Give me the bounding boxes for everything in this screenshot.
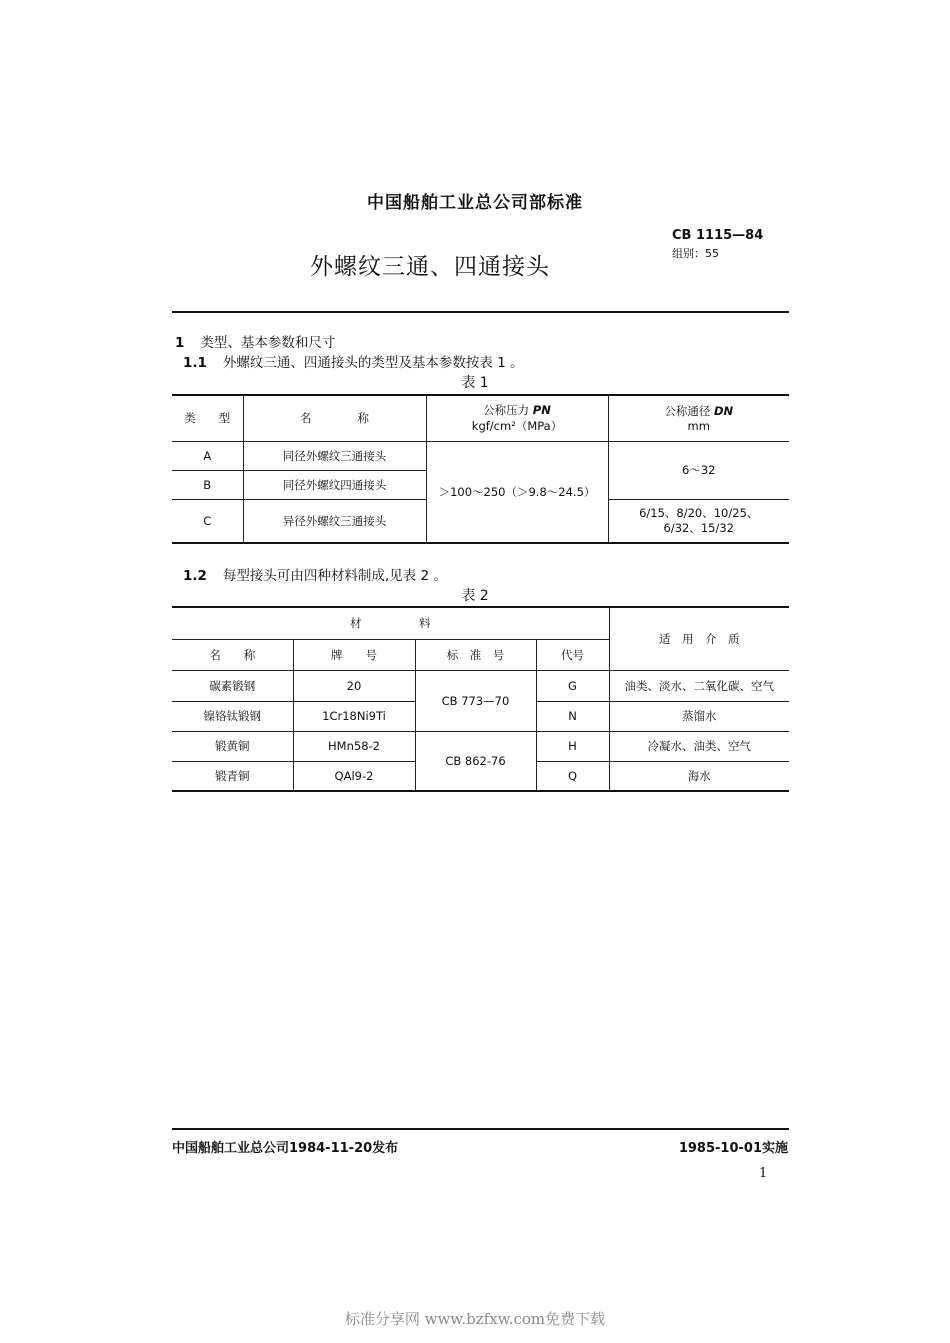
grade-cell: HMn58-2 xyxy=(293,731,415,761)
type-cell: B xyxy=(172,470,243,499)
header-grade: 牌 号 xyxy=(293,639,415,670)
watermark: 标准分享网 www.bzfxw.com免费下载 xyxy=(344,1310,606,1328)
pressure-unit: kgf/cm²（MPa） xyxy=(471,419,563,434)
name-cell: 碳素锻钢 xyxy=(172,670,293,701)
issue-date: 中国船舶工业总公司1984-11-20发布 xyxy=(172,1141,399,1156)
section-text: 每型接头可由四种材料制成,见表 2 。 xyxy=(222,568,447,584)
grade-cell: 20 xyxy=(293,670,415,701)
pressure-value: ＞100～250（＞9.8～24.5） xyxy=(426,441,608,543)
header-medium: 适 用 介 质 xyxy=(609,607,789,670)
header-pressure xyxy=(426,395,608,441)
code-cell: N xyxy=(536,701,609,731)
table-row xyxy=(172,441,789,470)
section-number: 1.2 xyxy=(183,568,207,584)
table-header-row xyxy=(172,607,789,639)
pressure-label: 公称压力 xyxy=(483,403,530,418)
group-number: 组别：55 xyxy=(672,247,719,260)
name-cell: 锻青铜 xyxy=(172,761,293,791)
section-1-1 xyxy=(183,351,524,371)
standard-cell: CB 862-76 xyxy=(415,731,536,791)
header-material: 材 料 xyxy=(172,607,609,639)
section-text: 类型、基本参数和尺寸 xyxy=(200,335,336,351)
type-cell: C xyxy=(172,499,243,543)
code-cell: H xyxy=(536,731,609,761)
diameter-symbol: DN xyxy=(713,404,734,419)
document-title: 外螺纹三通、四通接头 xyxy=(310,254,550,280)
effective-date: 1985-10-01实施 xyxy=(678,1141,788,1156)
section-number: 1.1 xyxy=(183,355,207,371)
type-cell: A xyxy=(172,441,243,470)
header-name: 名 称 xyxy=(243,395,426,441)
page-number: 1 xyxy=(759,1166,768,1181)
issuing-organization: 中国船舶工业总公司部标准 xyxy=(367,193,583,213)
table-row xyxy=(172,670,789,701)
table-header-row xyxy=(172,395,789,441)
header-rule xyxy=(172,311,789,313)
header-name: 名 称 xyxy=(172,639,293,670)
table-2 xyxy=(172,606,789,792)
diameter-ab: 6～32 xyxy=(608,441,789,499)
name-cell: 锻黄铜 xyxy=(172,731,293,761)
pressure-symbol: PN xyxy=(532,403,551,418)
medium-cell: 海水 xyxy=(609,761,789,791)
code-cell: G xyxy=(536,670,609,701)
table-1-caption: 表 1 xyxy=(461,375,489,391)
name-cell: 同径外螺纹三通接头 xyxy=(243,441,426,470)
section-text: 外螺纹三通、四通接头的类型及基本参数按表 1 。 xyxy=(222,355,524,371)
medium-cell: 冷凝水、油类、空气 xyxy=(609,731,789,761)
section-number: 1 xyxy=(175,335,185,351)
grade-cell: 1Cr18Ni9Ti xyxy=(293,701,415,731)
medium-cell: 蒸馏水 xyxy=(609,701,789,731)
footer-rule xyxy=(172,1128,789,1130)
name-cell: 镍铬钛锻钢 xyxy=(172,701,293,731)
grade-cell: QAl9-2 xyxy=(293,761,415,791)
header-code: 代号 xyxy=(536,639,609,670)
header-type: 类 型 xyxy=(172,395,243,441)
table-1 xyxy=(172,394,789,544)
diameter-unit: mm xyxy=(687,419,710,434)
section-1-2 xyxy=(183,564,447,584)
diameter-label: 公称通径 xyxy=(664,404,711,419)
standard-cell: CB 773—70 xyxy=(415,670,536,731)
medium-cell: 油类、淡水、二氧化碳、空气 xyxy=(609,670,789,701)
name-cell: 同径外螺纹四通接头 xyxy=(243,470,426,499)
diameter-c: 6/15、8/20、10/25、6/32、15/32 xyxy=(608,499,789,543)
code-cell: Q xyxy=(536,761,609,791)
section-1-heading xyxy=(175,331,335,351)
name-cell: 异径外螺纹三通接头 xyxy=(243,499,426,543)
table-row xyxy=(172,731,789,761)
header-diameter xyxy=(608,395,789,441)
header-standard: 标 准 号 xyxy=(415,639,536,670)
standard-number: CB 1115—84 xyxy=(672,228,764,243)
table-2-caption: 表 2 xyxy=(461,588,489,604)
